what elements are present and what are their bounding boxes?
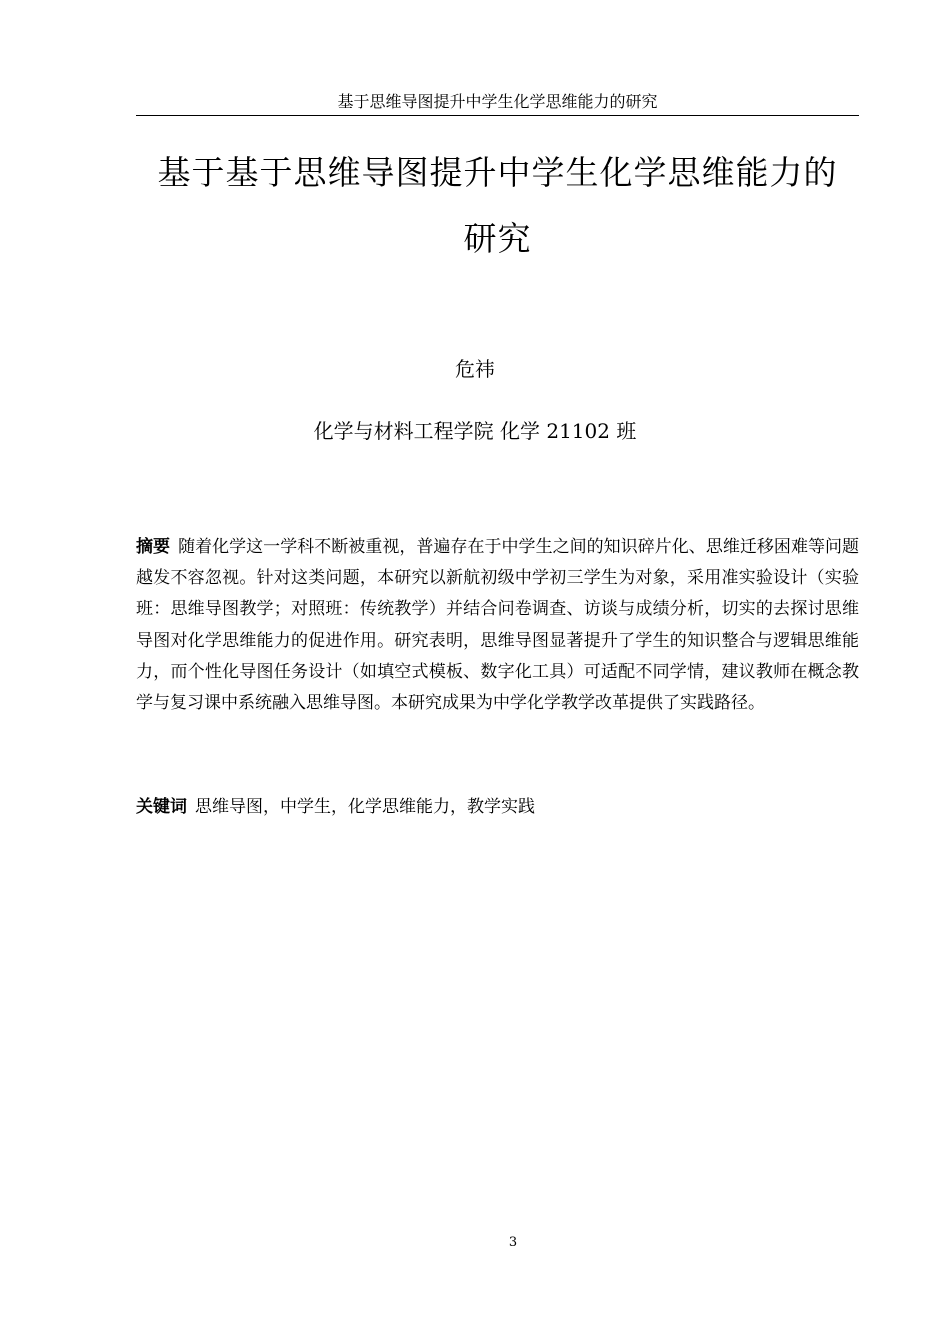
paper-title-line-2: 研究 bbox=[463, 219, 532, 258]
paper-title bbox=[120, 140, 875, 272]
page-number: 3 bbox=[508, 1235, 518, 1250]
abstract-paragraph bbox=[136, 532, 859, 719]
abstract-text: 随着化学这一学科不断被重视，普遍存在于中学生之间的知识碎片化、思维迁移困难等问题越发不容忽视。针对这类问题，本研究以新航初级中学初三学生为对象，采用准实验设计（实验班：思维导图教学；对照班：传统教学）并结合问卷调查、访谈与成绩分析，切实的去探讨思维导图对化学思维能力的促进作用。研究表明，思维导图显著提升了学生的知识整合与逻辑思维能力，而个性化导图任务设计（如填空式模板、数字化工具）可适配不同学情，建议教师在概念教学与复习课中系统融入思维导图。本研究成果为中学化学教学改革提供了实践路径。 bbox=[136, 537, 860, 714]
author-name: 危祎 bbox=[455, 357, 495, 381]
keywords-paragraph bbox=[136, 792, 859, 823]
author-affiliation: 化学与材料工程学院 化学 21102 班 bbox=[313, 419, 637, 443]
keywords-label: 关键词 bbox=[136, 797, 187, 817]
running-title: 基于思维导图提升中学生化学思维能力的研究 bbox=[337, 92, 658, 111]
paper-title-line-1: 基于基于思维导图提升中学生化学思维能力的 bbox=[157, 153, 838, 192]
running-header bbox=[136, 91, 859, 116]
keywords-text: 思维导图，中学生，化学思维能力，教学实践 bbox=[195, 797, 535, 817]
abstract-label: 摘要 bbox=[136, 537, 171, 557]
